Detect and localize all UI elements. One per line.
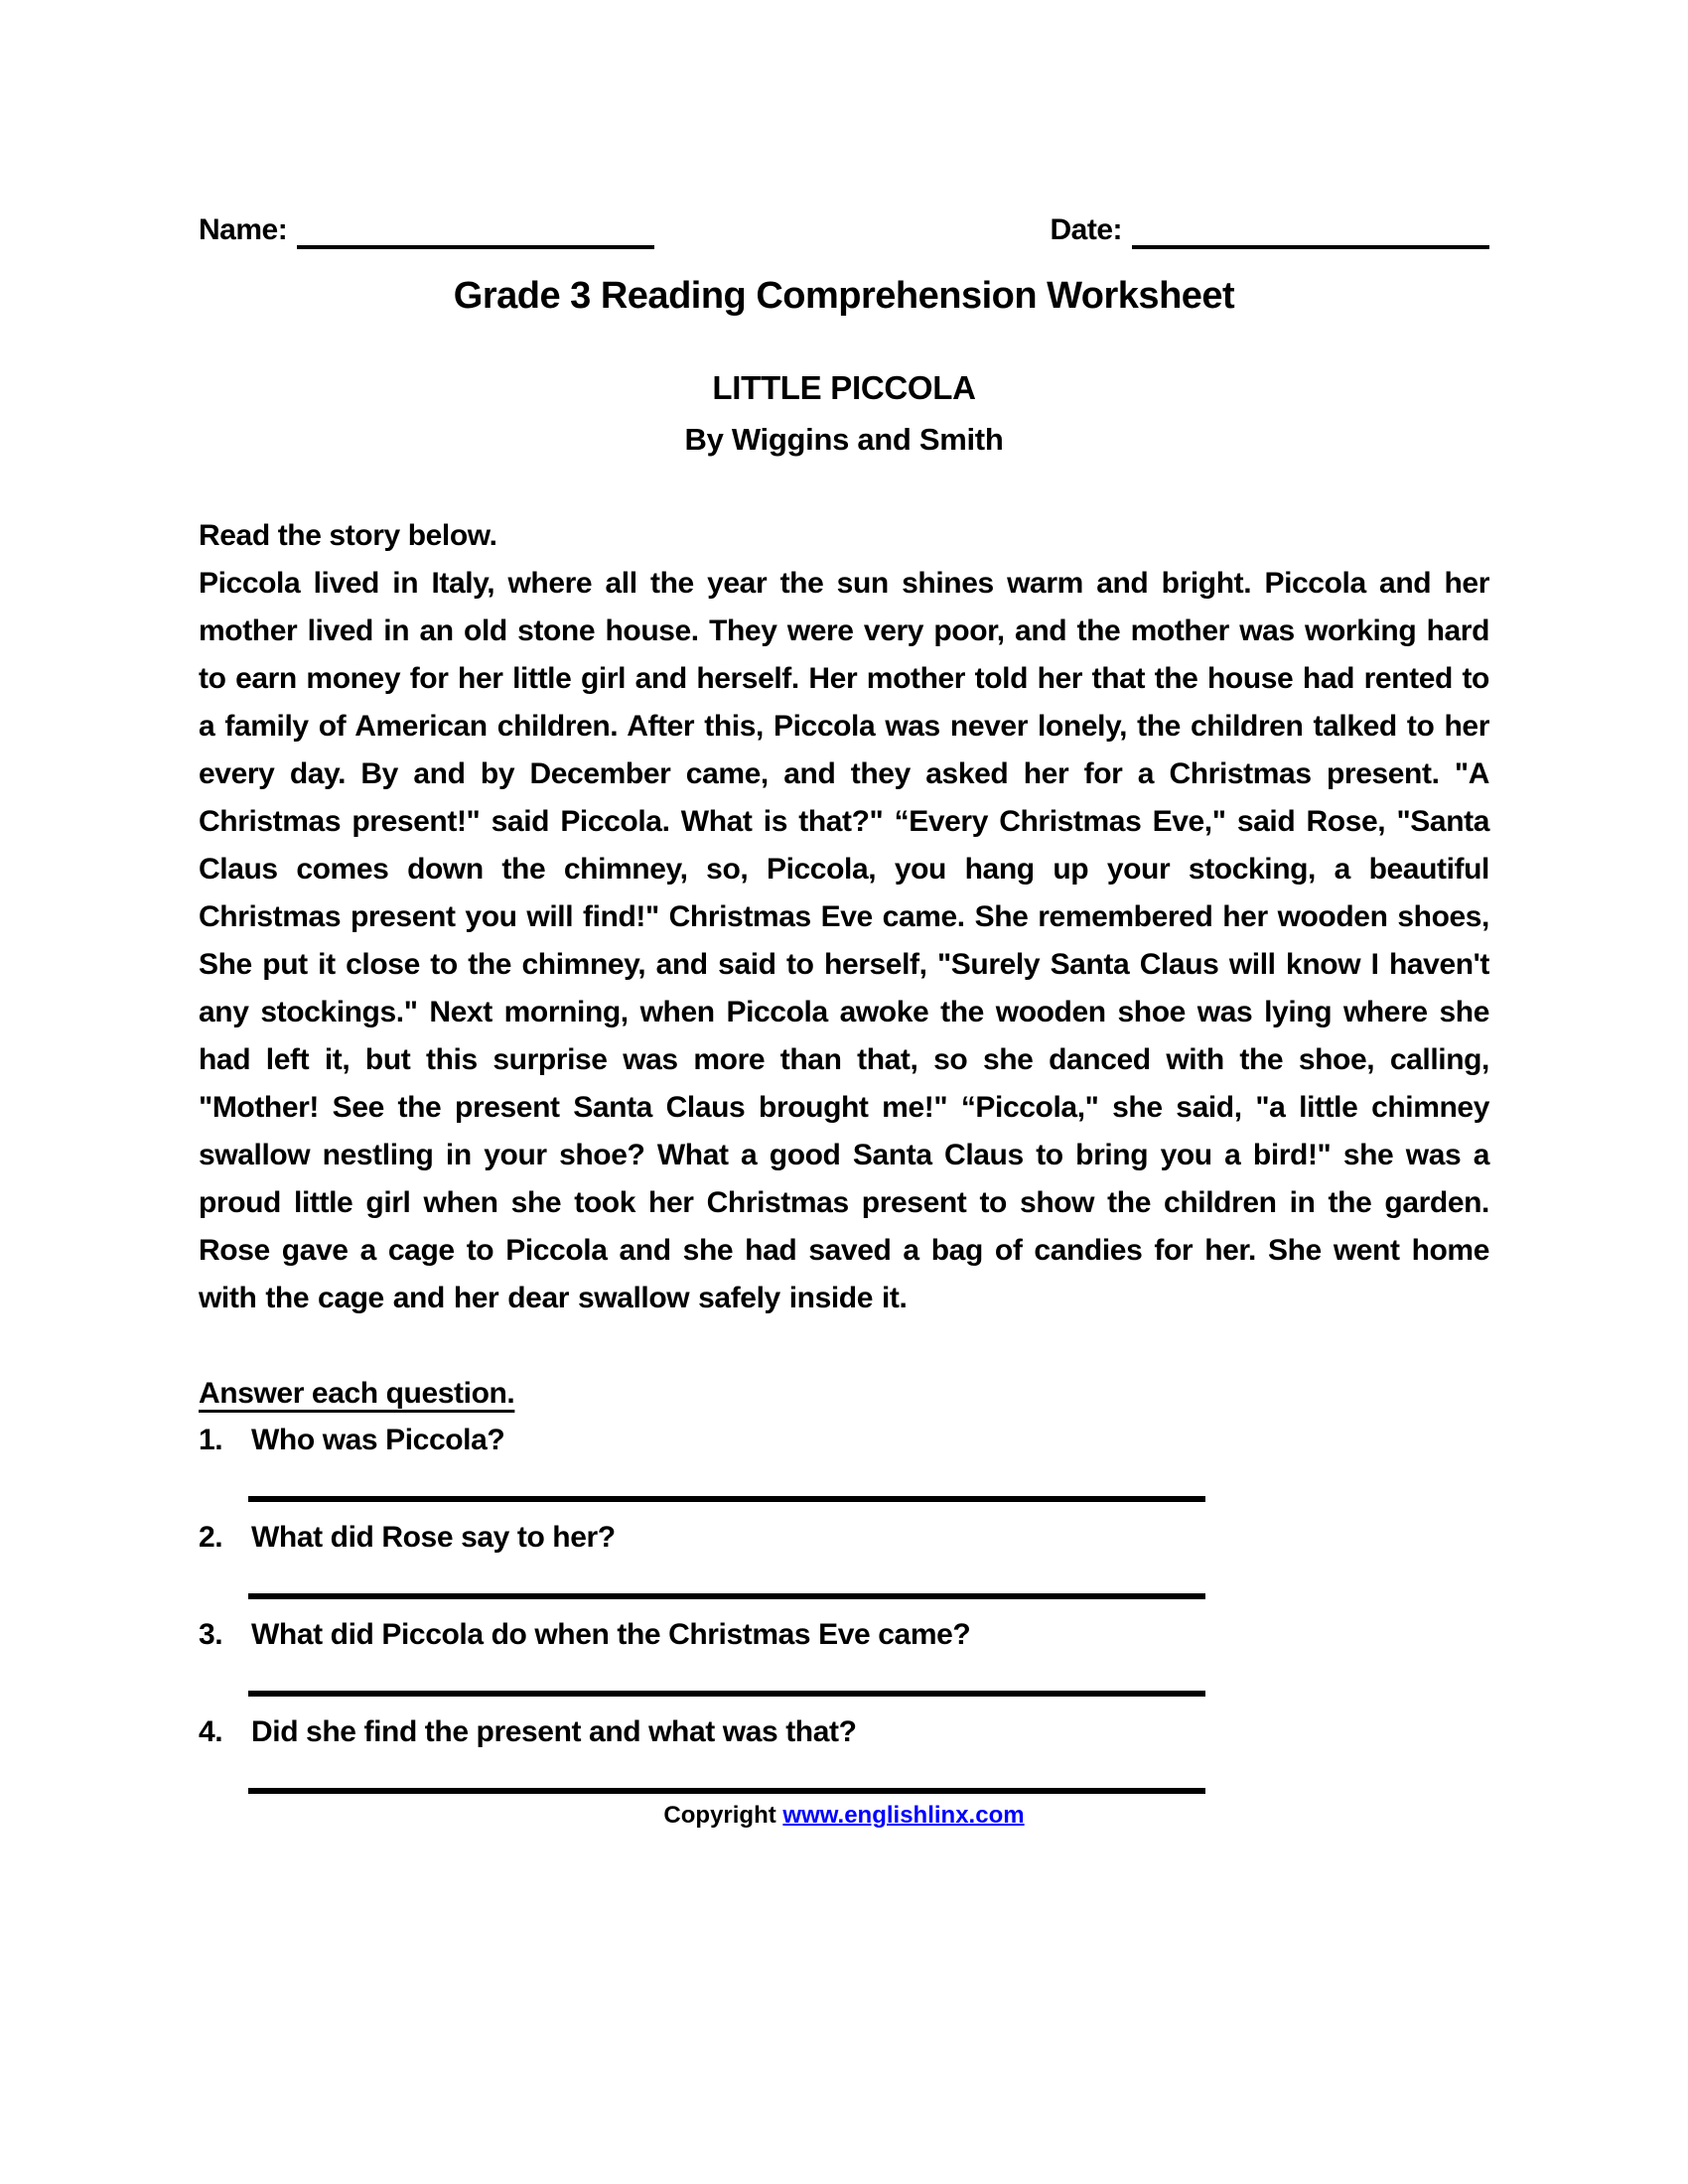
- answer-blank-line-1: [248, 1496, 1205, 1502]
- question-text: Who was Piccola?: [251, 1424, 505, 1456]
- question-row: [199, 1518, 1489, 1558]
- question-number: 2.: [199, 1521, 223, 1554]
- question-text: What did Rose say to her?: [251, 1521, 616, 1554]
- question-text: Did she find the present and what was that?: [251, 1715, 857, 1748]
- footer: [199, 1800, 1489, 1832]
- question-row: [199, 1421, 1489, 1460]
- name-label: Name:: [199, 213, 288, 246]
- read-instruction: Read the story below.: [199, 519, 497, 552]
- answer-blank-line-2: [248, 1593, 1205, 1599]
- question-item-3: [199, 1615, 1489, 1697]
- copyright-label: Copyright: [663, 1802, 776, 1829]
- question-item-4: [199, 1712, 1489, 1794]
- header-row: [199, 211, 1489, 249]
- story-title: LITTLE PICCOLA: [712, 369, 976, 406]
- date-blank-line: [1132, 213, 1489, 249]
- page-title: Grade 3 Reading Comprehension Worksheet: [453, 275, 1235, 317]
- questions-list: [199, 1421, 1489, 1794]
- question-text: What did Piccola do when the Christmas Eve came?: [251, 1618, 971, 1651]
- question-number: 4.: [199, 1715, 223, 1748]
- answer-heading: Answer each question.: [199, 1377, 515, 1410]
- question-item-2: [199, 1518, 1489, 1599]
- question-number: 1.: [199, 1424, 223, 1456]
- date-label: Date:: [1050, 213, 1122, 246]
- question-row: [199, 1712, 1489, 1752]
- answer-heading-wrap: [199, 1322, 1489, 1416]
- copyright-link[interactable]: www.englishlinx.com: [782, 1802, 1025, 1829]
- answer-blank-line-4: [248, 1788, 1205, 1794]
- story-text: Piccola lived in Italy, where all the year the sun shines warm and bright. Piccola and her mother lived in an old stone house. They were very poor, and the mother was working hard to earn money for her little girl and herself. Her mother told her that the house had rented to a family of American children. After this, Piccola was never lonely, the children talked to her every day. By and by December came, and they asked her for a Christmas present. "A Christmas present!" said Piccola. What is that?" “Every Christmas Eve," said Rose, "Santa Claus comes down the chimney, so, Piccola, you hang up your stocking, a beautiful Christmas present you will find!" Christmas Eve came. She remembered her wooden shoes, She put it close to the chimney, and said to herself, "Surely Santa Claus will know I haven't any stockings." Next morning, when Piccola awoke the wooden shoe was lying where she had left it, but this surprise was more than that, so she danced with the shoe, calling, "Mother! See the present Santa Claus brought me!" “Piccola," she said, "a little chimney swallow nestling in your shoe? What a good Santa Claus to bring you a bird!" she was a proud little girl when she took her Christmas present to show the children in the garden. Rose gave a cage to Piccola and she had saved a bag of candies for her. She went home with the cage and her dear swallow safely inside it.: [199, 567, 1489, 1314]
- question-number: 3.: [199, 1618, 223, 1651]
- name-field: [199, 211, 654, 249]
- answer-blank-line-3: [248, 1691, 1205, 1697]
- question-row: [199, 1615, 1489, 1655]
- name-blank-line: [297, 213, 654, 249]
- story-author: By Wiggins and Smith: [684, 422, 1004, 457]
- question-item-1: [199, 1421, 1489, 1502]
- date-field: [1050, 211, 1489, 249]
